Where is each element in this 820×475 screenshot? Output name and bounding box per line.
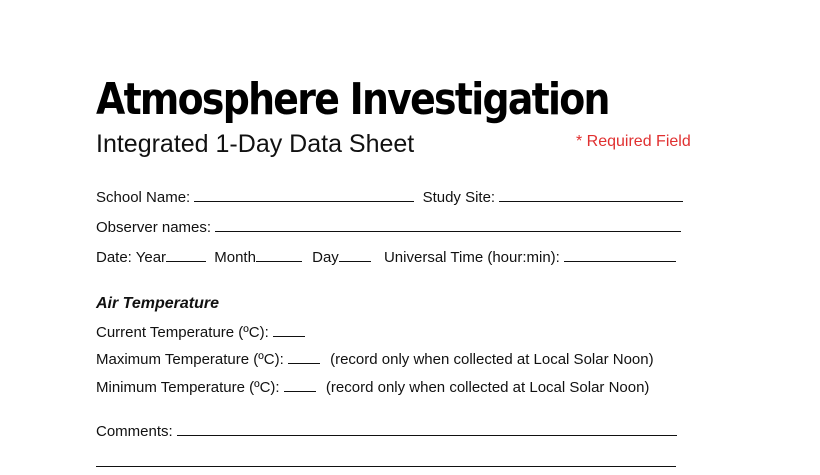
- day-label: Day: [312, 249, 339, 266]
- max-temp-label: Maximum Temperature (ºC):: [96, 351, 284, 368]
- universal-time-label: Universal Time (hour:min):: [383, 249, 560, 266]
- page-subtitle: Integrated 1-Day Data Sheet: [96, 130, 415, 158]
- air-temperature-heading: Air Temperature: [96, 295, 219, 312]
- school-row: [96, 187, 683, 206]
- year-input[interactable]: [166, 247, 206, 262]
- study-site-label: Study Site:: [422, 189, 496, 206]
- date-year-label: Date: Year: [96, 249, 167, 266]
- comments-input[interactable]: [177, 421, 677, 436]
- month-label: Month: [214, 249, 256, 266]
- required-field-note: * Required Field: [576, 133, 691, 150]
- observer-names-label: Observer names:: [96, 219, 212, 236]
- min-temp-note: (record only when collected at Local Solar Noon): [325, 379, 650, 396]
- comments-extra-line[interactable]: [96, 452, 676, 467]
- observer-names-input[interactable]: [215, 217, 681, 232]
- comments-label: Comments:: [96, 423, 173, 440]
- observer-row: [96, 217, 681, 236]
- page-title: Atmosphere Investigation: [96, 74, 609, 125]
- min-temp-row: [96, 377, 649, 396]
- min-temp-label: Minimum Temperature (ºC):: [96, 379, 280, 396]
- universal-time-input[interactable]: [564, 247, 676, 262]
- current-temp-input[interactable]: [273, 322, 305, 337]
- max-temp-note: (record only when collected at Local Solar Noon): [330, 351, 654, 368]
- current-temp-row: [96, 322, 305, 341]
- day-input[interactable]: [339, 247, 371, 262]
- comments-row: [96, 421, 677, 440]
- current-temp-label: Current Temperature (ºC):: [96, 324, 269, 341]
- school-name-label: School Name:: [96, 189, 191, 206]
- study-site-input[interactable]: [499, 187, 683, 202]
- date-row: [96, 247, 676, 266]
- max-temp-row: [96, 349, 654, 368]
- max-temp-input[interactable]: [288, 349, 320, 364]
- min-temp-input[interactable]: [284, 377, 316, 392]
- month-input[interactable]: [256, 247, 302, 262]
- school-name-input[interactable]: [194, 187, 414, 202]
